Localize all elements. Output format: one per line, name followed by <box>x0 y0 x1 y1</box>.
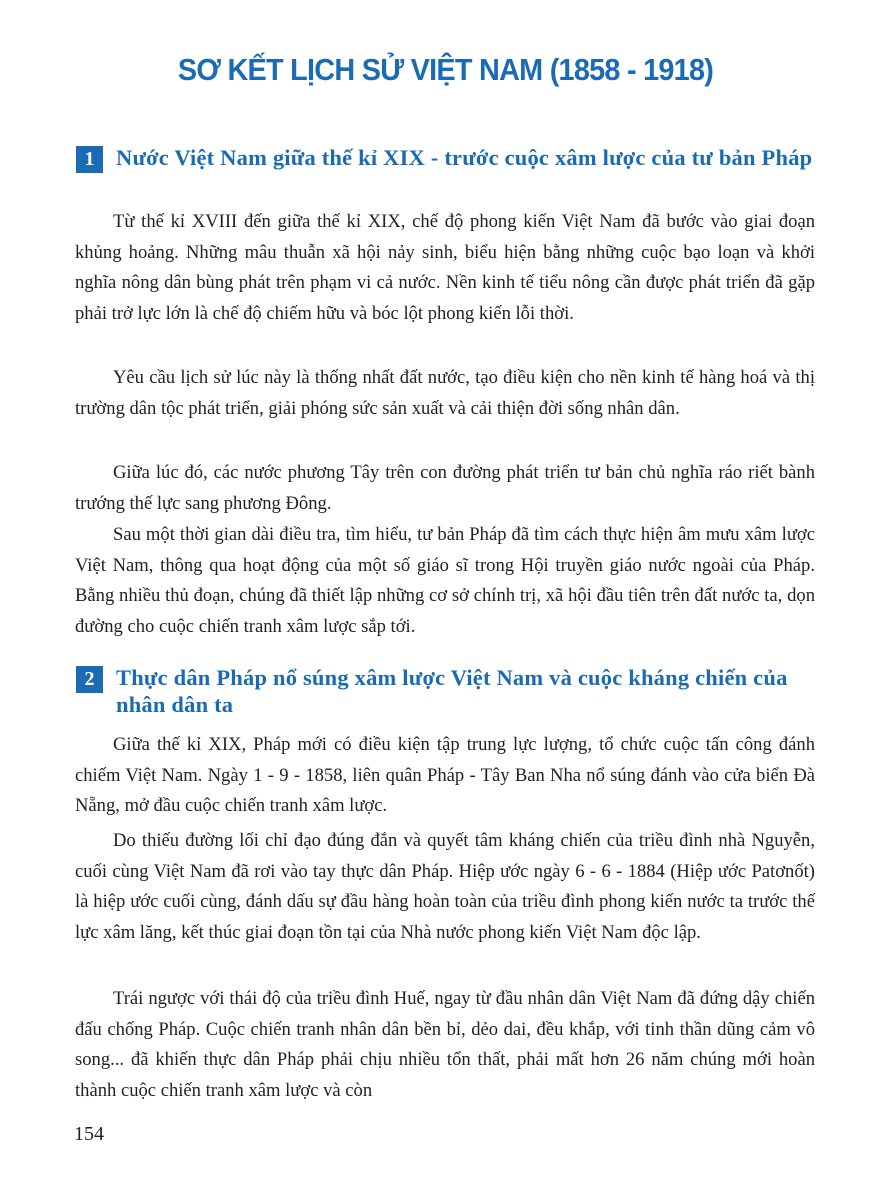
section-1-heading <box>76 144 816 173</box>
section-2-paragraph-1: Giữa thế kỉ XIX, Pháp mới có điều kiện tập trung lực lượng, tổ chức cuộc tấn công đánh chiếm Việt Nam. Ngày 1 - 9 - 1858, liên quân Pháp - Tây Ban Nha nổ súng đánh vào cửa biển Đà Nẵng, mở đầu cuộc chiến tranh xâm lược. <box>75 734 815 816</box>
section-2-paragraph-2: Do thiếu đường lối chỉ đạo đúng đắn và quyết tâm kháng chiến của triều đình nhà Nguyễn, cuối cùng Việt Nam đã rơi vào tay thực dân Pháp. Hiệp ước ngày 6 - 6 - 1884 (Hiệp ước Patơnốt) là hiệp ước cuối cùng, đánh dấu sự đầu hàng hoàn toàn của triều đình phong kiến nước ta trước thế lực xâm lăng, kết thúc giai đoạn tồn tại của Nhà nước phong kiến Việt Nam độc lập. <box>75 830 815 943</box>
page-title: SƠ KẾT LỊCH SỬ VIỆT NAM (1858 - 1918) <box>177 52 714 87</box>
section-1-paragraph-4: Sau một thời gian dài điều tra, tìm hiểu, tư bản Pháp đã tìm cách thực hiện âm mưu xâm lược Việt Nam, thông qua hoạt động của một số giáo sĩ trong Hội truyền giáo nước ngoài của Pháp. Bằng nhiều thủ đoạn, chúng đã thiết lập những cơ sở chính trị, xã hội đầu tiên trên đất nước ta, dọn đường cho cuộc chiến tranh xâm lược sắp tới. <box>75 524 815 637</box>
page-number: 154 <box>74 1123 104 1145</box>
section-1-number-badge: 1 <box>76 146 103 173</box>
section-2-number-badge: 2 <box>76 666 103 693</box>
section-1-title: Nước Việt Nam giữa thế kỉ XIX - trước cuộc xâm lược của tư bản Pháp <box>116 145 813 170</box>
section-1-paragraph-3: Giữa lúc đó, các nước phương Tây trên con đường phát triển tư bản chủ nghĩa ráo riết bành trướng thế lực sang phương Đông. <box>75 462 815 514</box>
section-1-paragraph-2: Yêu cầu lịch sử lúc này là thống nhất đất nước, tạo điều kiện cho nền kinh tế hàng hoá và thị trường dân tộc phát triển, giải phóng sức sản xuất và cải thiện đời sống nhân dân. <box>75 367 815 419</box>
section-2-heading <box>76 664 816 718</box>
section-2-title: Thực dân Pháp nổ súng xâm lược Việt Nam và cuộc kháng chiến của nhân dân ta <box>116 665 788 717</box>
section-1-paragraph-1: Từ thế kỉ XVIII đến giữa thế kỉ XIX, chế độ phong kiến Việt Nam đã bước vào giai đoạn khủng hoảng. Những mâu thuẫn xã hội nảy sinh, biểu hiện bằng những cuộc bạo loạn và khởi nghĩa nông dân bùng phát trên phạm vi cả nước. Nền kinh tế tiểu nông cần được phát triển đã gặp phải trở lực lớn là chế độ chiếm hữu và bóc lột phong kiến lỗi thời. <box>75 211 815 324</box>
section-2-paragraph-3: Trái ngược với thái độ của triều đình Huế, ngay từ đầu nhân dân Việt Nam đã đứng dậy chiến đấu chống Pháp. Cuộc chiến tranh nhân dân bền bỉ, dẻo dai, đều khắp, với tinh thần dũng cảm vô song... đã khiến thực dân Pháp phải chịu nhiều tổn thất, phải mất hơn 26 năm chúng mới hoàn thành cuộc chiến tranh xâm lược và còn <box>75 988 815 1101</box>
